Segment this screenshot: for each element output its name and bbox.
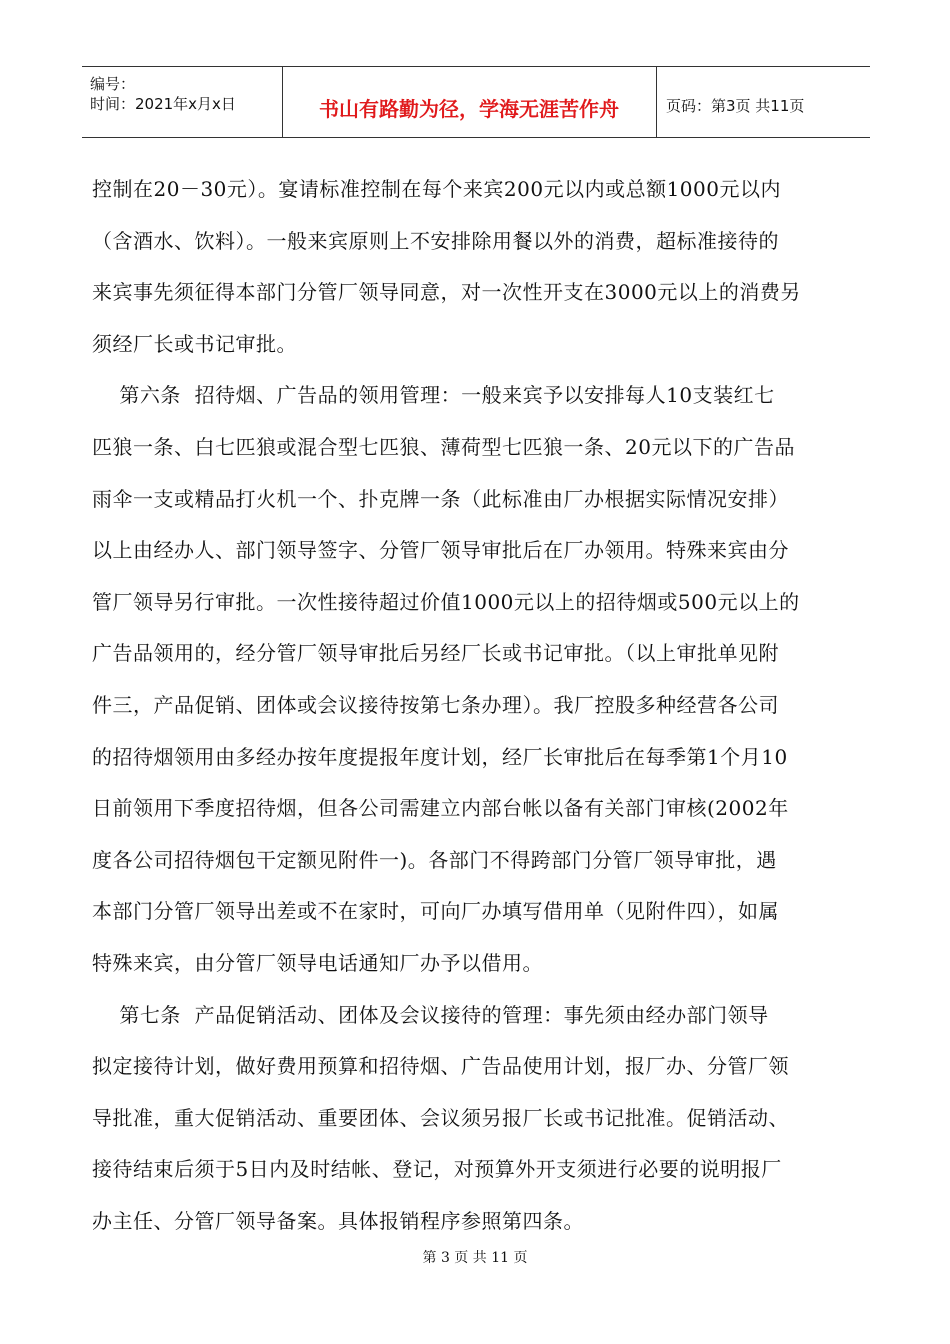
text-line: 雨伞一支或精品打火机一个、扑克牌一条（此标准由厂办根据实际情况安排）: [92, 486, 789, 511]
text-line: 度各公司招待烟包干定额见附件一)。各部门不得跨部门分管厂领导审批，遇: [92, 847, 777, 872]
page-footer: 第 3 页 共 11 页: [422, 1250, 528, 1266]
text-line: 须经厂长或书记审批。: [92, 331, 297, 356]
text-line: 接待结束后须于5日内及时结帐、登记，对预算外开支须进行必要的说明报厂: [92, 1157, 782, 1182]
text-line: 办主任、分管厂领导备案。具体报销程序参照第四条。: [92, 1208, 584, 1233]
text-line: 本部门分管厂领导出差或不在家时，可向厂办填写借用单（见附件四），如属: [92, 899, 779, 924]
text-line: 第六条 招待烟、广告品的领用管理：一般来宾予以安排每人10支装红七: [92, 383, 775, 408]
text-line: 特殊来宾，由分管厂领导电话通知厂办予以借用。: [92, 950, 543, 975]
text-line: 以上由经办人、部门领导签字、分管厂领导审批后在厂办领用。特殊来宾由分: [92, 538, 789, 563]
header-motto-cell: [282, 67, 657, 137]
date-label: 时间：2021年x月x日: [90, 95, 236, 113]
text-line: 拟定接待计划，做好费用预算和招待烟、广告品使用计划，报厂办、分管厂领: [92, 1054, 789, 1079]
page-info: 页码：第3页 共11页: [666, 97, 805, 115]
text-line: 的招待烟领用由多经办按年度提报年度计划，经厂长审批后在每季第1个月10: [92, 744, 788, 769]
header-meta: [82, 67, 283, 137]
text-line: 第七条 产品促销活动、团体及会议接待的管理：事先须由经办部门领导: [92, 1002, 769, 1027]
motto: 书山有路勤为径，学海无涯苦作舟: [319, 97, 619, 121]
text-line: （含酒水、饮料）。一般来宾原则上不安排除用餐以外的消费，超标准接待的: [92, 228, 779, 253]
text-line: 件三，产品促销、团体或会议接待按第七条办理）。我厂控股多种经营各公司: [92, 692, 779, 717]
text-line: 来宾事先须征得本部门分管厂领导同意，对一次性开支在3000元以上的消费另: [92, 280, 801, 305]
document-body: [92, 164, 860, 1247]
text-line: 匹狼一条、白七匹狼或混合型七匹狼、薄荷型七匹狼一条、20元以下的广告品: [92, 434, 795, 459]
number-label: 编号：: [90, 75, 136, 93]
text-line: 导批准，重大促销活动、重要团体、会议须另报厂长或书记批准。促销活动、: [92, 1105, 789, 1130]
header-page-cell: [656, 67, 870, 137]
text-line: 日前领用下季度招待烟，但各公司需建立内部台帐以备有关部门审核(2002年: [92, 796, 789, 821]
text-line: 广告品领用的，经分管厂领导审批后另经厂长或书记审批。（以上审批单见附: [92, 641, 779, 666]
text-line: 管厂领导另行审批。一次性接待超过价值1000元以上的招待烟或500元以上的: [92, 589, 800, 614]
page-header: [82, 66, 870, 138]
text-line: 控制在20－30元）。宴请标准控制在每个来宾200元以内或总额1000元以内: [92, 177, 781, 201]
